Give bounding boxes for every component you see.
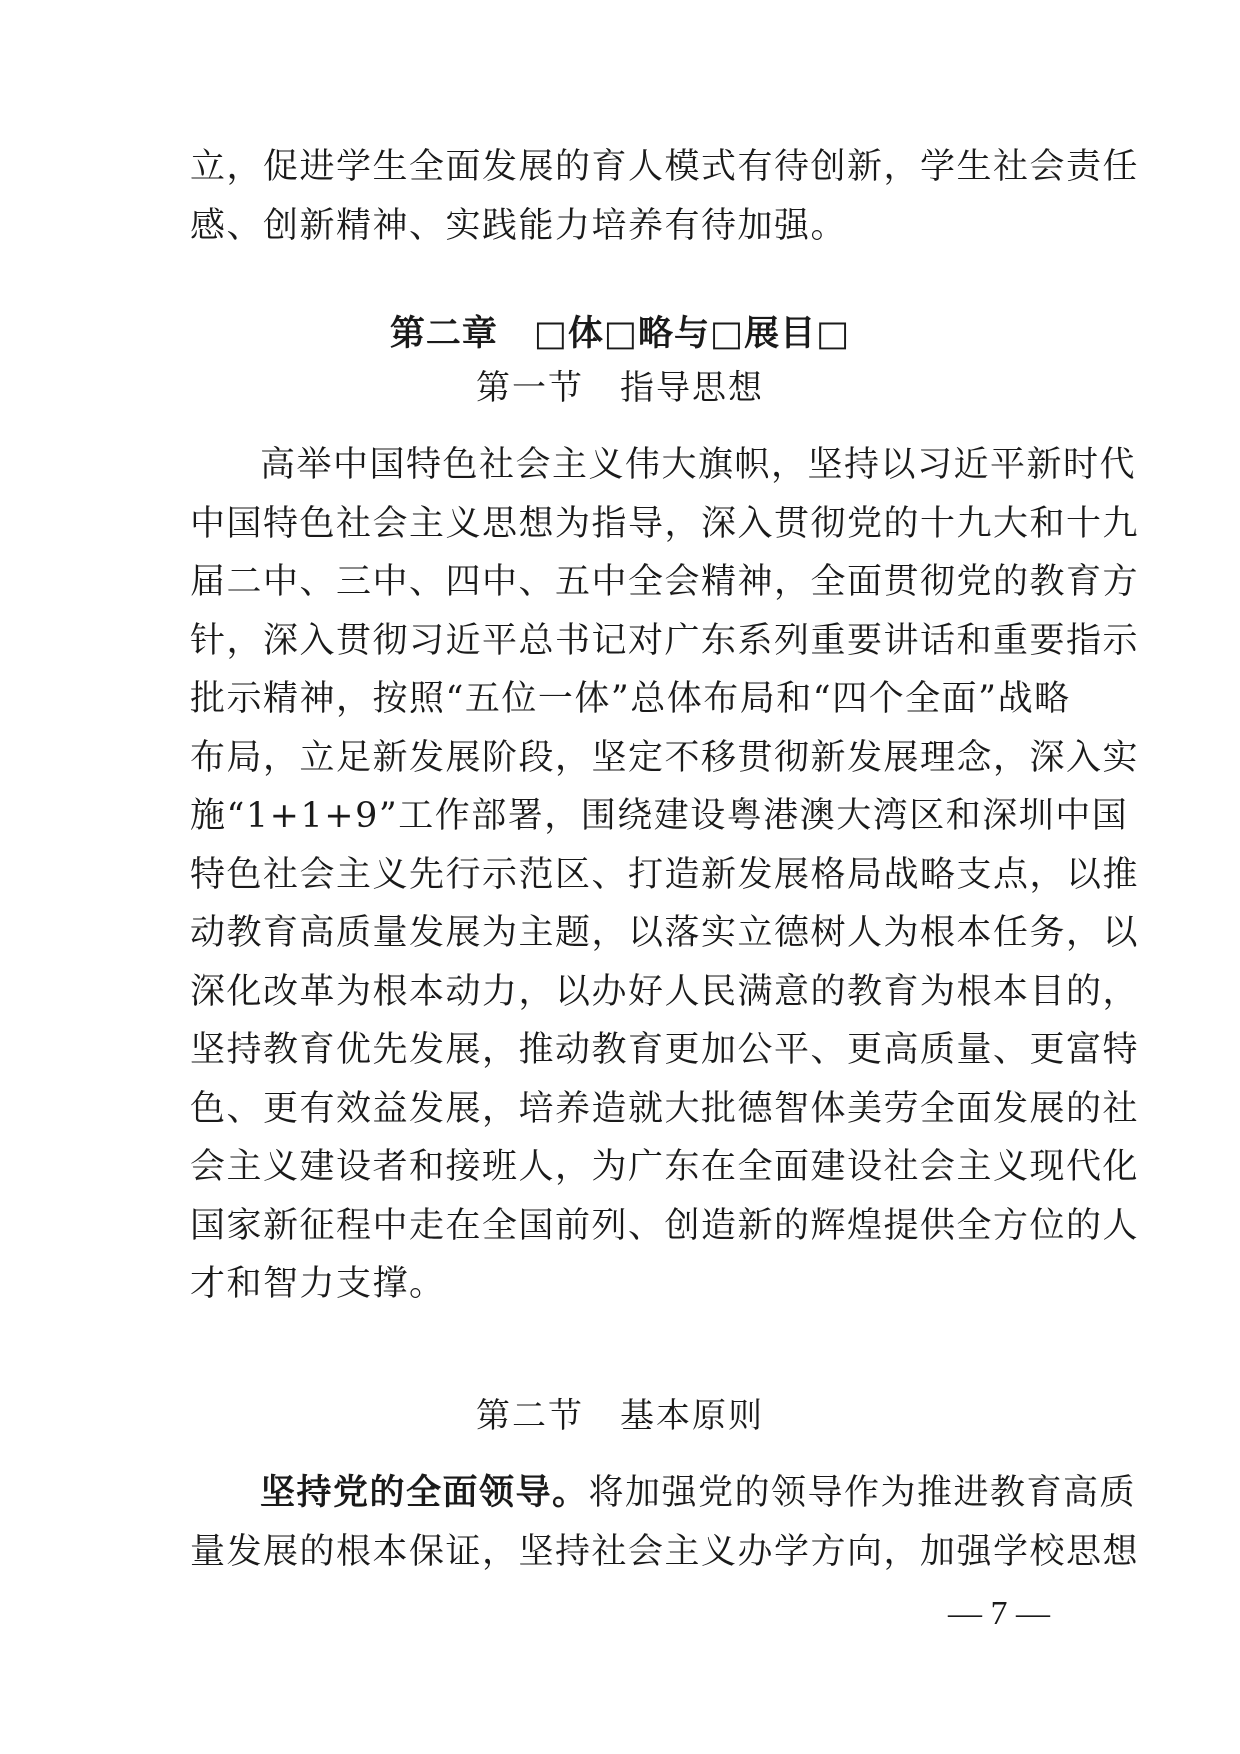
paragraph-line: 特色社会主义先行示范区、打造新发展格局战略支点，以推 [190, 854, 1140, 895]
paragraph-line: 针，深入贯彻习近平总书记对广东系列重要讲话和重要指示 [190, 620, 1140, 661]
paragraph-line: 立，促进学生全面发展的育人模式有待创新，学生社会责任 [190, 147, 1140, 187]
paragraph-line: 届二中、三中、四中、五中全会精神，全面贯彻党的教育方 [190, 562, 1140, 602]
section-title-basic-principles: 第二节 基本原则 [476, 1396, 764, 1436]
paragraph-line: 高举中国特色社会主义伟大旗帜，坚持以习近平新时代 [260, 445, 1137, 485]
paragraph-line: 坚持教育优先发展，推动教育更加公平、更高质量、更富特 [190, 1030, 1140, 1070]
paragraph-line: 国家新征程中走在全国前列、创造新的辉煌提供全方位的人 [190, 1205, 1140, 1246]
paragraph-line: 量发展的根本保证，坚持社会主义办学方向，加强学校思想 [190, 1531, 1140, 1572]
guiding-thought-paragraph [190, 436, 1140, 1314]
paragraph-line: 会主义建设者和接班人，为广东在全面建设社会主义现代化 [190, 1147, 1140, 1187]
paragraph-line: 动教育高质量发展为主题，以落实立德树人为根本任务，以 [190, 913, 1140, 953]
paragraph-line: 施“1+1+9”工作部署，围绕建设粤港澳大湾区和深圳中国 [190, 796, 1129, 836]
chapter-title: 第二章 □体□略与□展目□ [389, 314, 851, 354]
paragraph-line: 深化改革为根本动力，以办好人民满意的教育为根本目的， [190, 971, 1140, 1012]
paragraph-line: 布局，立足新发展阶段，坚定不移贯彻新发展理念，深入实 [190, 737, 1140, 778]
basic-principles-paragraph [190, 1464, 1140, 1581]
paragraph-line: 才和智力支撑。 [190, 1264, 446, 1304]
continuation-paragraph [190, 138, 1140, 255]
paragraph-line: 中国特色社会主义思想为指导，深入贯彻党的十九大和十九 [190, 503, 1140, 544]
principle-lead-bold: 坚持党的全面领导。 [260, 1472, 589, 1513]
paragraph-line: 色、更有效益发展，培养造就大批德智体美劳全面发展的社 [190, 1088, 1140, 1129]
paragraph-line [190, 1464, 1137, 1523]
section-title-guiding-thought: 第一节 指导思想 [476, 368, 764, 408]
paragraph-line: 批示精神，按照“五位一体”总体布局和“四个全面”战略 [190, 679, 1071, 719]
principle-text: 将加强党的领导作为推进教育高质 [588, 1473, 1137, 1513]
page-number: — 7 — [948, 1595, 1050, 1632]
paragraph-line: 感、创新精神、实践能力培养有待加强。 [190, 205, 848, 246]
